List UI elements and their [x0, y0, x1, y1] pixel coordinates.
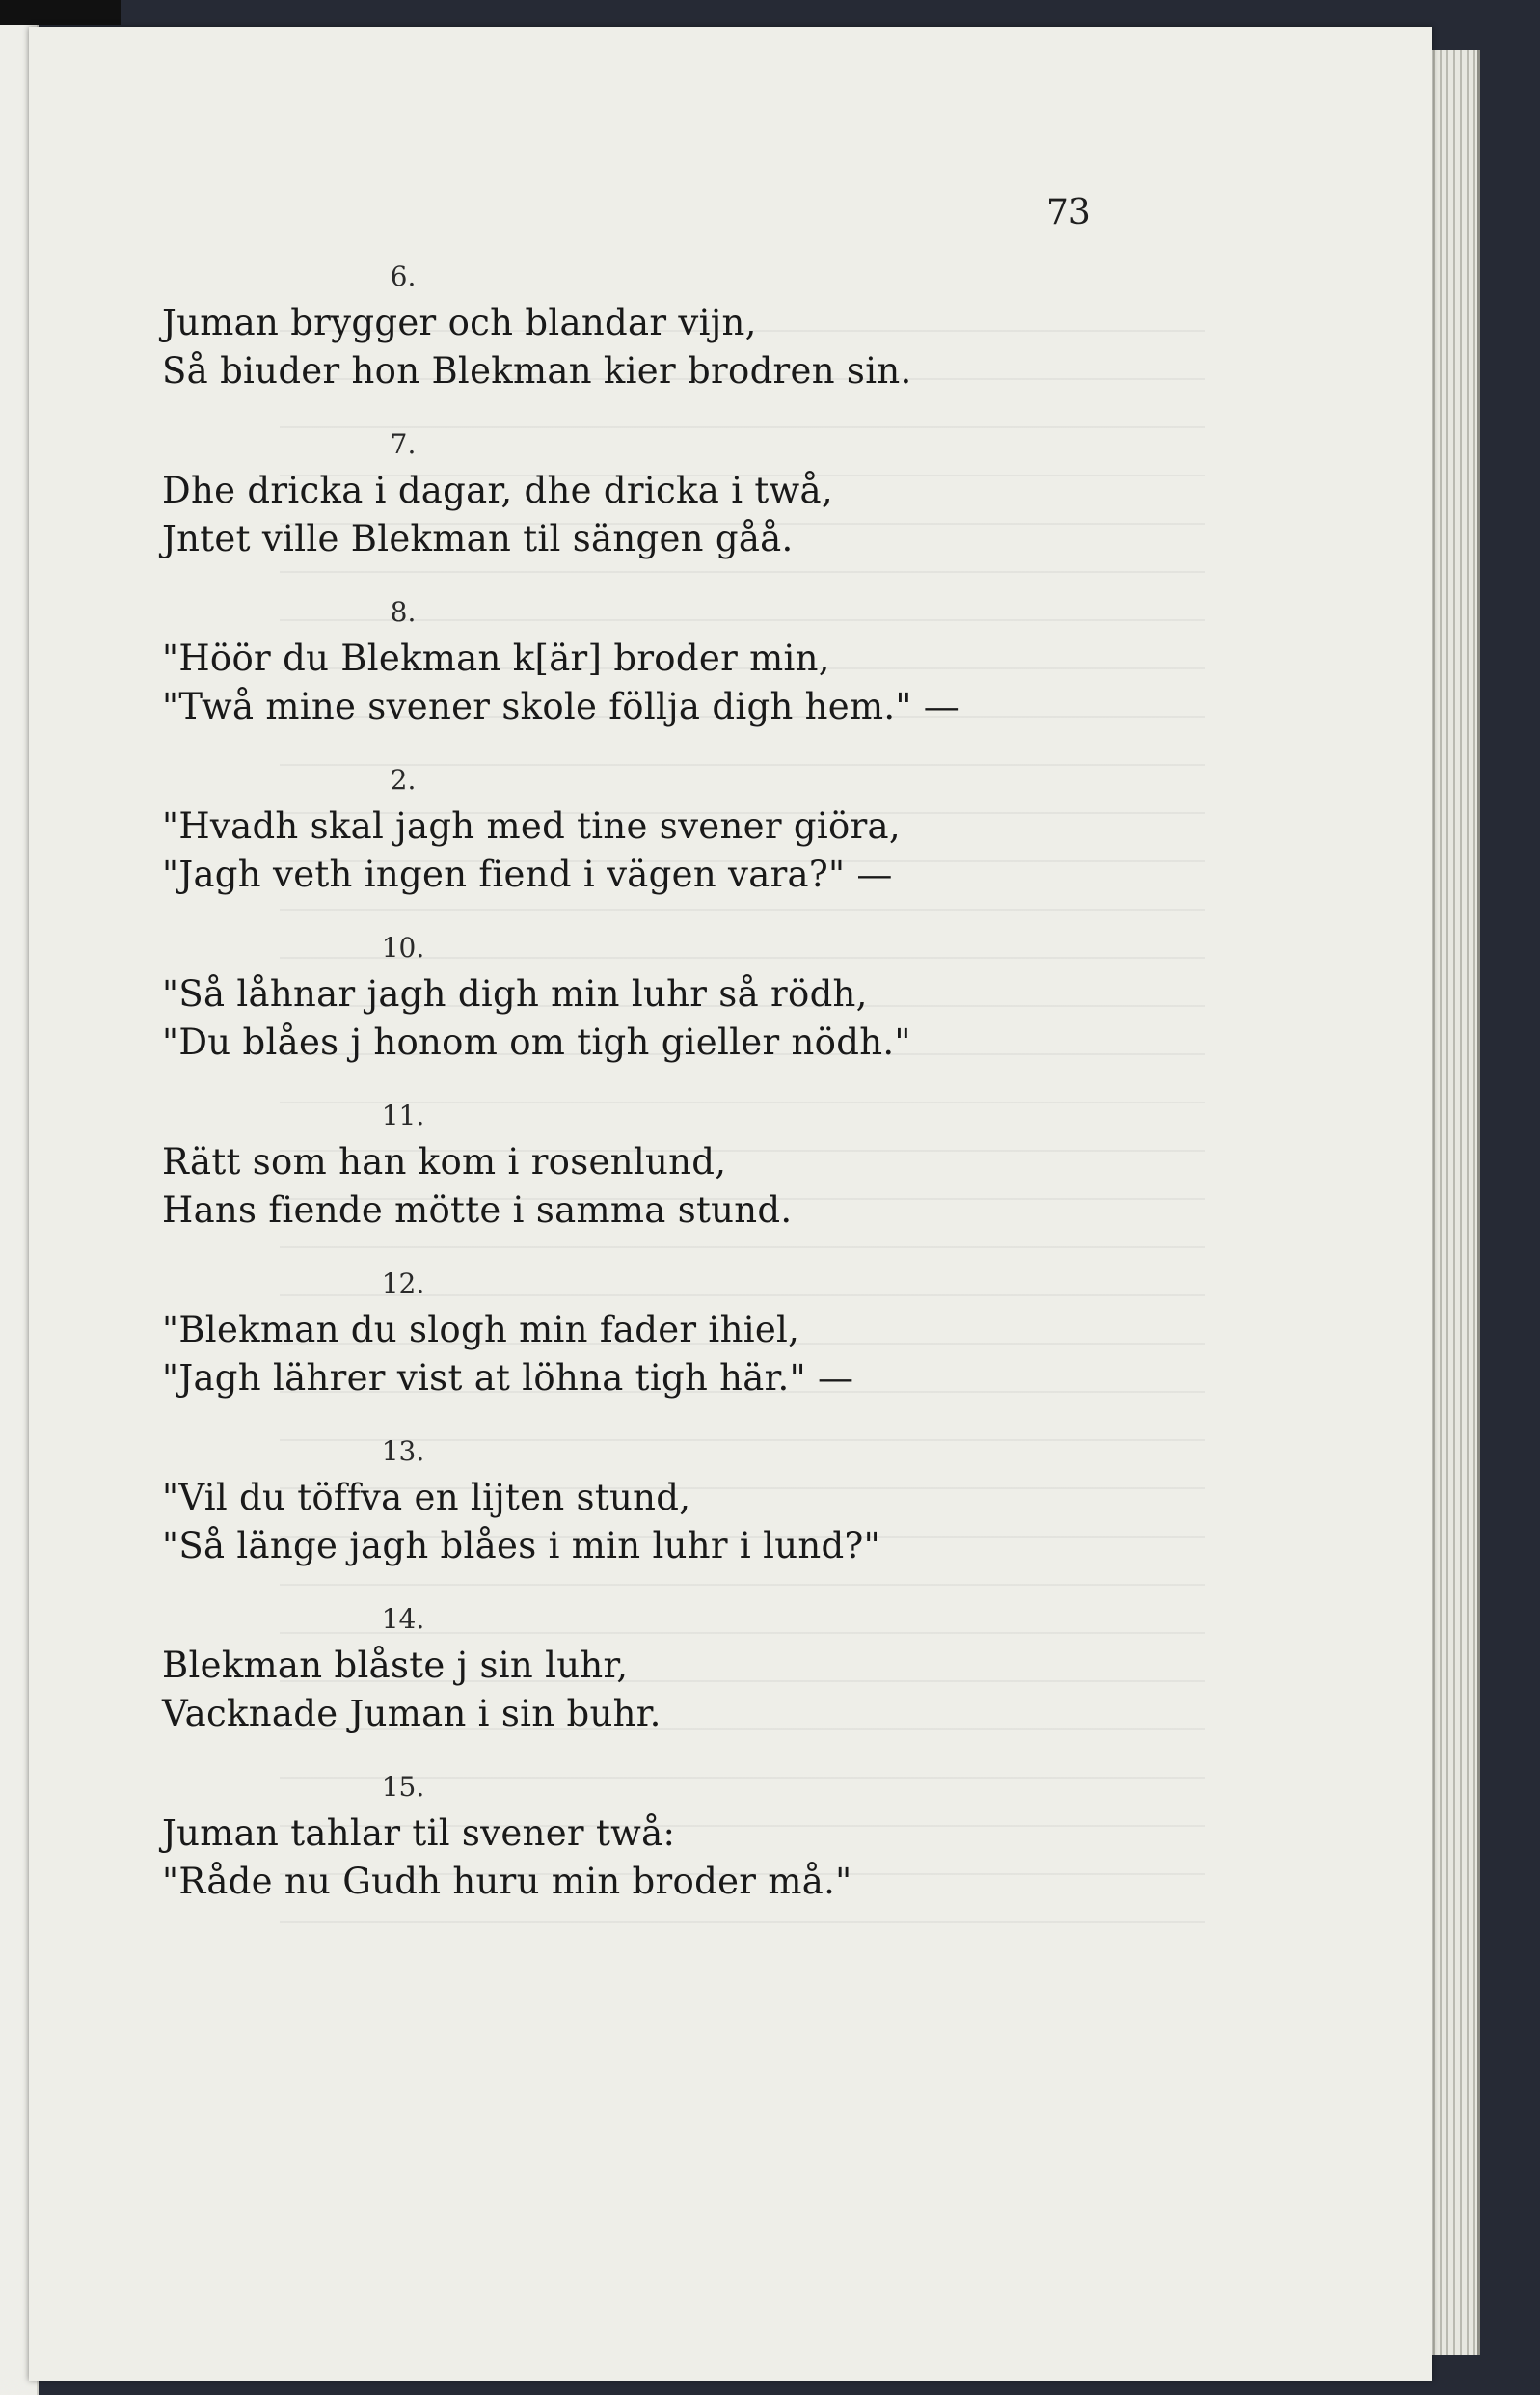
verse-line: Rätt som han kom i rosenlund,	[162, 1141, 727, 1183]
poem-text	[162, 260, 960, 1939]
stanza-number: 7.	[390, 428, 417, 460]
verse-line: "Twå mine svener skole föllja digh hem." —	[162, 686, 960, 727]
verse-line: "Vil du töffva en lijten stund,	[162, 1477, 691, 1518]
stanza-number: 6.	[390, 260, 417, 292]
stanza-number: 10.	[381, 932, 425, 964]
stanza	[162, 1267, 953, 1402]
stanza	[162, 1771, 953, 1906]
verse-line: "Råde nu Gudh huru min broder må."	[162, 1861, 852, 1902]
verse-line: "Så låhnar jagh digh min luhr så rödh,	[162, 973, 868, 1015]
verse-line: Dhe dricka i dagar, dhe dricka i twå,	[162, 470, 833, 511]
verse-line: "Blekman du slogh min fader ihiel,	[162, 1309, 800, 1350]
verse-line: "Jagh lährer vist at löhna tigh här." —	[162, 1357, 854, 1399]
stanza	[162, 1435, 953, 1570]
stanza	[162, 428, 953, 563]
verse-line: Jntet ville Blekman til sängen gåå.	[162, 518, 794, 559]
verse-line: "Höör du Blekman k[är] broder min,	[162, 638, 830, 679]
stanza	[162, 932, 953, 1067]
stanza-number: 11.	[381, 1100, 425, 1131]
stanza	[162, 764, 953, 899]
stanza	[162, 260, 953, 395]
stanza	[162, 596, 960, 731]
verse-line: Juman brygger och blandar vijn,	[162, 302, 757, 343]
corner-mark	[0, 0, 121, 25]
stanza-number: 8.	[390, 596, 417, 628]
verse-line: Juman tahlar til svener twå:	[162, 1812, 676, 1854]
stanza-number: 15.	[381, 1771, 425, 1803]
stanza-number: 13.	[381, 1435, 425, 1467]
page-number: 73	[1046, 193, 1091, 232]
stanza-number: 12.	[381, 1267, 425, 1299]
verse-line: "Du blåes j honom om tigh gieller nödh."	[162, 1021, 911, 1063]
stanza-number: 2.	[390, 764, 417, 796]
verse-line: Blekman blåste j sin luhr,	[162, 1645, 629, 1686]
stanza	[162, 1100, 953, 1235]
verse-line: "Hvadh skal jagh med tine svener giöra,	[162, 805, 901, 847]
stanza	[162, 1603, 953, 1738]
stanza-number: 14.	[381, 1603, 425, 1635]
verse-line: Vacknade Juman i sin buhr.	[162, 1693, 662, 1734]
verse-line: Hans fiende mötte i samma stund.	[162, 1189, 793, 1231]
verse-line: Så biuder hon Blekman kier brodren sin.	[162, 350, 912, 392]
verse-line: "Så länge jagh blåes i min luhr i lund?"	[162, 1525, 880, 1566]
verse-line: "Jagh veth ingen fiend i vägen vara?" —	[162, 854, 893, 895]
